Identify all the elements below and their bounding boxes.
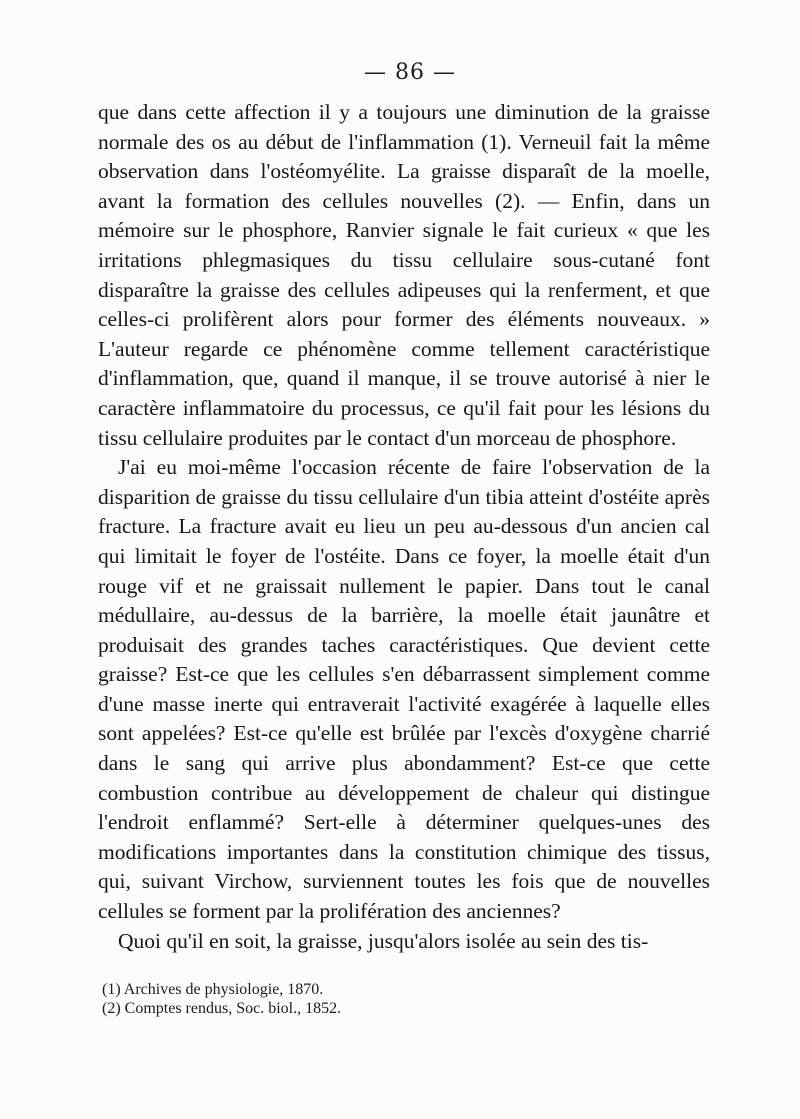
body-text (98, 98, 710, 956)
paragraph-3: Quoi qu'il en soit, la graisse, jusqu'alors isolée au sein des tis- (118, 928, 649, 953)
paragraph-2: J'ai eu moi-même l'occasion récente de faire l'observation de la disparition de graisse du tissu cellulaire d'un tibia atteint d'ostéite après fracture. La fracture avait eu lieu un peu au-dessous d'un ancien cal qui limitait le foyer de l'ostéite. Dans ce foyer, la moelle était d'un rouge vif et ne graissait nullement le papier. Dans tout le canal médullaire, au-dessus de la barrière, la moelle était jaunâtre et produisait des grandes taches caractéristiques. Que devient cette graisse? Est-ce que les cellules s'en débarrassent simplement comme d'une masse inerte qui entraverait l'activité exagérée à laquelle elles sont appelées? Est-ce qu'elle est brûlée par l'excès d'oxygène charrié dans le sang qui arrive plus abondamment? Est-ce que cette combustion contribue au développement de chaleur qui distingue l'endroit enflammé? Sert-elle à déterminer quelques-unes des modifications importantes dans la constitution chimique des tissus, qui, suivant Virchow, surviennent toutes les fois que de nouvelles cellules se forment par la prolifération des anciennes? (98, 455, 710, 924)
footnote-1: (1) Archives de physiologie, 1870. (102, 981, 324, 998)
paragraph-1: que dans cette affection il y a toujours une diminution de la graisse normale des os au début de l'inflammation (1). Verneuil fait la même observation dans l'ostéomyélite. La graisse disparaît de la moelle, avant la formation des cellules nouvelles (2). — Enfin, dans un mémoire sur le phosphore, Ranvier signale le fait curieux « que les irritations phlegmasiques du tissu cellulaire sous-cutané font disparaître la graisse des cellules adipeuses qui la renferment, et que celles-ci prolifèrent alors pour former des éléments nouveaux. » L'auteur regarde ce phénomène comme tellement caractéristique d'inflammation, que, quand il manque, il se trouve autorisé à nier le caractère inflammatoire du processus, ce qu'il fait pour les lésions du tissu cellulaire produites par le contact d'un morceau de phosphore. (98, 100, 710, 450)
footnote-2: (2) Comptes rendus, Soc. biol., 1852. (102, 1000, 342, 1017)
page-number: — 86 — (364, 60, 456, 85)
footnotes (102, 980, 602, 1018)
